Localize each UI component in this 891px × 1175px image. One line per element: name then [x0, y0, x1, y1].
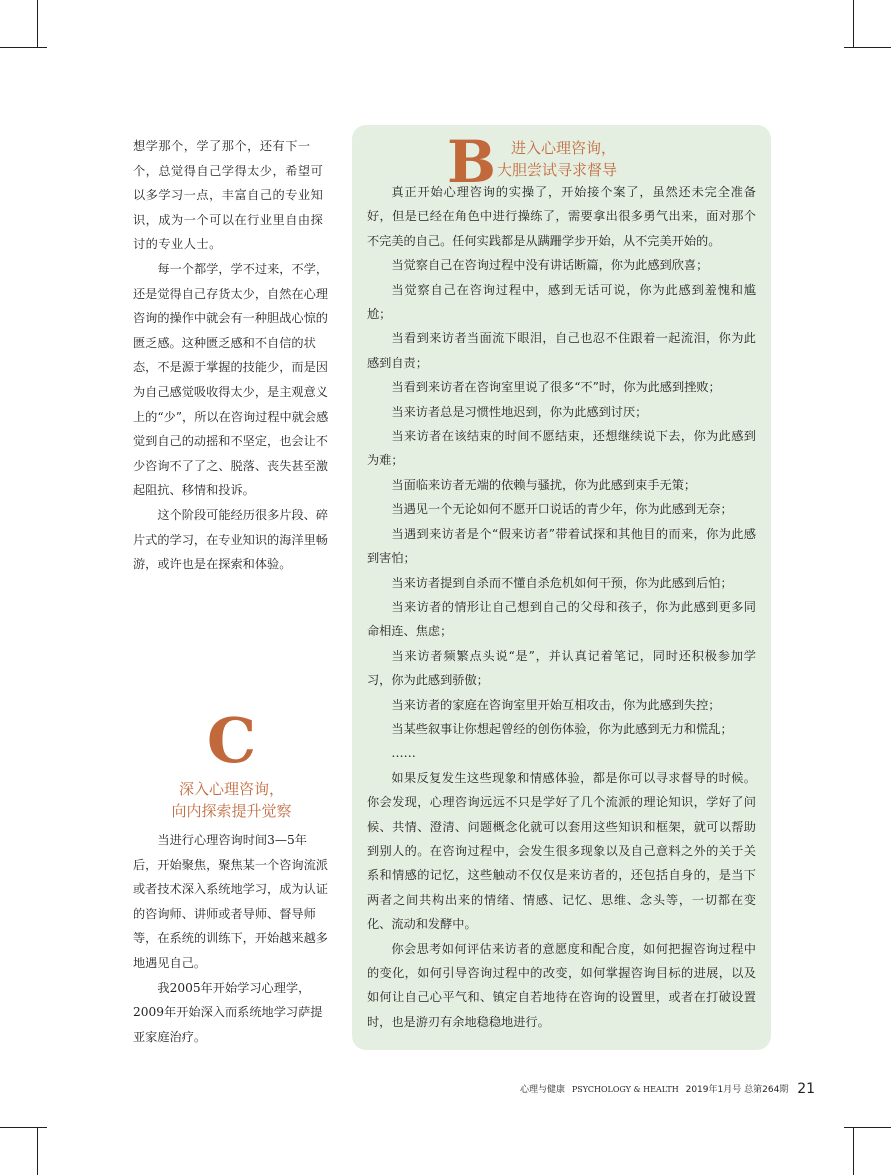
section-b-letter: B: [447, 128, 497, 196]
section-b-paragraph: 当来访者提到自杀而不懂自杀危机如何干预，你为此感到后怕；: [391, 575, 733, 590]
section-b-paragraph: 当来访者在该结束的时间不愿结束，还想继续说下去，你为此感到为难；: [367, 429, 756, 468]
section-b-paragraph: 你会思考如何评估来访者的意愿度和配合度，如何把握咨询过程中的变化，如何引导咨询过程中的改变，如何掌握咨询目标的进展，以及如何让自己心平气和、镇定自若地待在咨询的设置里，或者在打破设置时，也是游刃有余地稳稳地进行。: [367, 941, 756, 1029]
section-b-paragraph: 当来访者总是习惯性地迟到，你为此感到讨厌；: [391, 404, 648, 419]
section-b-paragraph: 当遇到来访者是个“假来访者”带着试探和其他目的而来，你为此感到害怕；: [367, 526, 756, 566]
section-b-body: [367, 180, 756, 1034]
issue-date: 2019年1月号: [685, 1085, 742, 1095]
section-c-body: [133, 828, 330, 1049]
section-b-paragraph: 当觉察自己在咨询过程中没有讲话断篇，你为此感到欣喜；: [391, 258, 709, 273]
section-b-paragraph: 真正开始心理咨询的实操了，开始接个案了，虽然还未完全准备好，但是已经在角色中进行操练了，需要拿出很多勇气出来，面对那个不完美的自己。任何实践都是从蹒跚学步开始，从不完美开始的。: [367, 185, 756, 248]
page-number: 21: [797, 1081, 816, 1097]
left-column: [133, 134, 330, 577]
magazine-name-cn: 心理与健康: [520, 1085, 566, 1095]
section-c-title-line2: 向内探索提升觉察: [171, 802, 292, 820]
issue-total: 总第264期: [744, 1085, 789, 1095]
section-b-ellipsis: ……: [391, 746, 416, 761]
section-b-panel: [352, 125, 771, 1050]
section-b-paragraph: 当遇见一个无论如何不愿开口说话的青少年，你为此感到无奈；: [391, 502, 733, 517]
section-b-paragraph: 当来访者的情形让自己想到自己的父母和孩子，你为此感到更多同命相连、焦虑；: [367, 599, 756, 639]
left-paragraph-2: 每一个都学，学不过来，不学，还是觉得自己存货太少，自然在心理咨询的操作中就会有一种胆战心惊的匮乏感。这种匮乏感和不自信的状态，不是源于掌握的技能少，而是因为自己感觉吸收得太少，是主观意义上的“少”，所以在咨询过程中就会感觉到自己的动摇和不坚定，也会让不少咨询不了了之、脱落、丧失甚至激起阻抗、移情和投诉。: [133, 261, 329, 498]
page-footer: [520, 1080, 816, 1098]
section-b-title: [497, 137, 697, 181]
section-b-paragraph: 当面临来访者无端的依赖与骚扰，你为此感到束手无策；: [391, 477, 697, 492]
section-b-paragraph: 当看到来访者在咨询室里说了很多“不”时，你为此感到挫败；: [391, 380, 721, 395]
section-b-title-line2: 大胆尝试寻求督导: [497, 161, 618, 179]
section-b-paragraph: 当看到来访者当面流下眼泪，自己也忍不住跟着一起流泪，你为此感到自责；: [367, 331, 756, 370]
section-c: [133, 704, 330, 1049]
section-c-letter: C: [206, 704, 257, 777]
section-c-paragraph-2: 我2005年开始学习心理学，2009年开始深入而系统地学习萨提亚家庭治疗。: [133, 980, 323, 1044]
section-b-title-line1: 进入心理咨询，: [511, 139, 617, 157]
section-c-title: [133, 778, 330, 822]
section-b-paragraph: 当某些叙事让你想起曾经的创伤体验，你为此感到无力和慌乱；: [391, 721, 733, 736]
section-b-paragraph: 如果反复发生这些现象和情感体验，都是你可以寻求督导的时候。你会发现，心理咨询远远不只是学好了几个流派的理论知识，学好了问候、共情、澄清、问题概念化就可以套用这些知识和框架，就可以帮助到别人的。在咨询过程中，会发生很多现象以及自己意料之外的关于关系和情感的记忆，这些触动不仅仅是来访者的，还包括自身的，是当下两者之间共构出来的情绪、情感、记忆、思维、念头等，一切都在变化、流动和发酵中。: [367, 770, 756, 932]
section-b-paragraph: 当来访者的家庭在咨询室里开始互相攻击，你为此感到失控；: [391, 697, 721, 712]
left-paragraph-3: 这个阶段可能经历很多片段、碎片式的学习，在专业知识的海洋里畅游，或许也是在探索和体验。: [133, 507, 329, 572]
section-c-paragraph-1: 当进行心理咨询时间3—5年后，开始聚焦，聚焦某一个咨询流派或者技术深入系统地学习，成为认证的咨询师、讲师或者导师、督导师等，在系统的训练下，开始越来越多地遇见自己。: [133, 833, 328, 970]
left-paragraph-1: 想学那个，学了那个，还有下一个，总觉得自己学得太少，希望可以多学习一点，丰富自己的专业知识，成为一个可以在行业里自由探讨的专业人士。: [133, 139, 324, 252]
magazine-name-en: PSYCHOLOGY & HEALTH: [571, 1085, 679, 1094]
section-c-title-line1: 深入心理咨询，: [178, 780, 284, 798]
section-b-paragraph: 当来访者频繁点头说“是”，并认真记着笔记，同时还积极参加学习，你为此感到骄傲；: [367, 648, 756, 688]
section-b-paragraph: 当觉察自己在咨询过程中，感到无话可说，你为此感到羞愧和尴尬；: [367, 282, 756, 322]
